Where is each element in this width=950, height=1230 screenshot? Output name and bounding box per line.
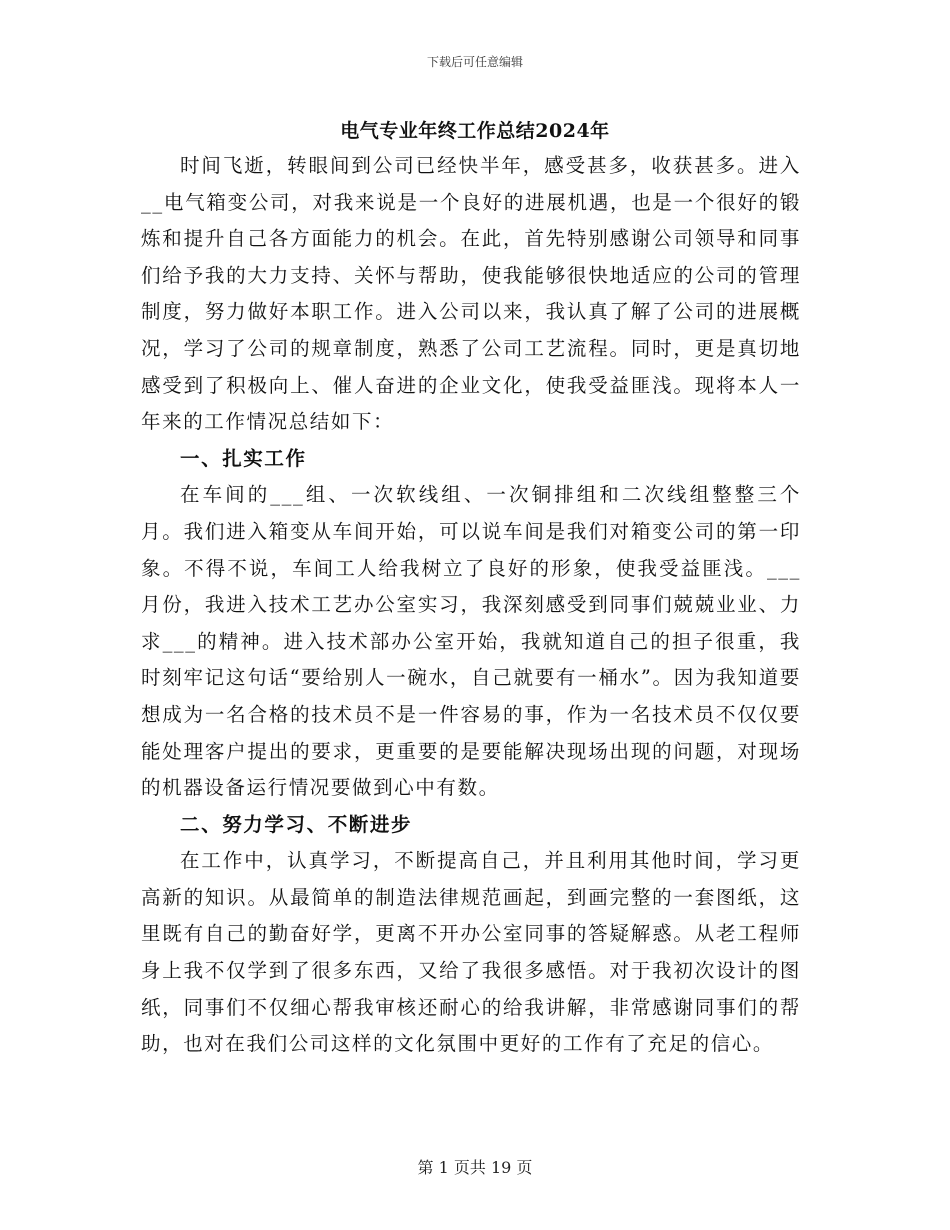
- page-header-note: 下载后可任意编辑: [426, 55, 523, 69]
- section-heading-1: 一、扎实工作: [180, 446, 307, 470]
- page-number-footer: 第 1 页共 19 页: [417, 1158, 533, 1177]
- paragraph-section-1: 在车间的___组、一次软线组、一次铜排组和二次线组整整三个月。我们进入箱变从车间开始，可以说车间是我们对箱变公司的第一印象。不得不说，车间工人给我树立了良好的形象，使我受益匪浅。___月份，我进入技术工艺办公室实习，我深刻感受到同事们兢兢业业、力求___的精神。进入技术部办公室开始，我就知道自己的担子很重，我时刻牢记这句话“要给别人一碗水，自己就要有一桶水”。因为我知道要想成为一名合格的技术员不是一件容易的事，作为一名技术员不仅仅要能处理客户提出的要求，更重要的是要能解决现场出现的问题，对现场的机器设备运行情况要做到心中有数。: [141, 483, 801, 800]
- paragraph-section-2: 在工作中，认真学习，不断提高自己，并且利用其他时间，学习更高新的知识。从最简单的制造法律规范画起，到画完整的一套图纸，这里既有自己的勤奋好学，更离不开办公室同事的答疑解惑。从老工程师身上我不仅学到了很多东西，又给了我很多感悟。对于我初次设计的图纸，同事们不仅细心帮我审核还耐心的给我讲解，非常感谢同事们的帮助，也对在我们公司这样的文化氛围中更好的工作有了充足的信心。: [141, 849, 801, 1056]
- section-heading-2: 二、努力学习、不断进步: [180, 812, 413, 836]
- document-body: [141, 148, 801, 1063]
- paragraph-intro: 时间飞逝，转眼间到公司已经快半年，感受甚多，收获甚多。进入__电气箱变公司，对我来说是一个良好的进展机遇，也是一个很好的锻炼和提升自己各方面能力的机会。在此，首先特别感谢公司领导和同事们给予我的大力支持、关怀与帮助，使我能够很快地适应的公司的管理制度，努力做好本职工作。进入公司以来，我认真了解了公司的进展概况，学习了公司的规章制度，熟悉了公司工艺流程。同时，更是真切地感受到了积极向上、催人奋进的企业文化，使我受益匪浅。现将本人一年来的工作情况总结如下：: [141, 154, 801, 434]
- document-title: 电气专业年终工作总结2024年: [340, 120, 610, 142]
